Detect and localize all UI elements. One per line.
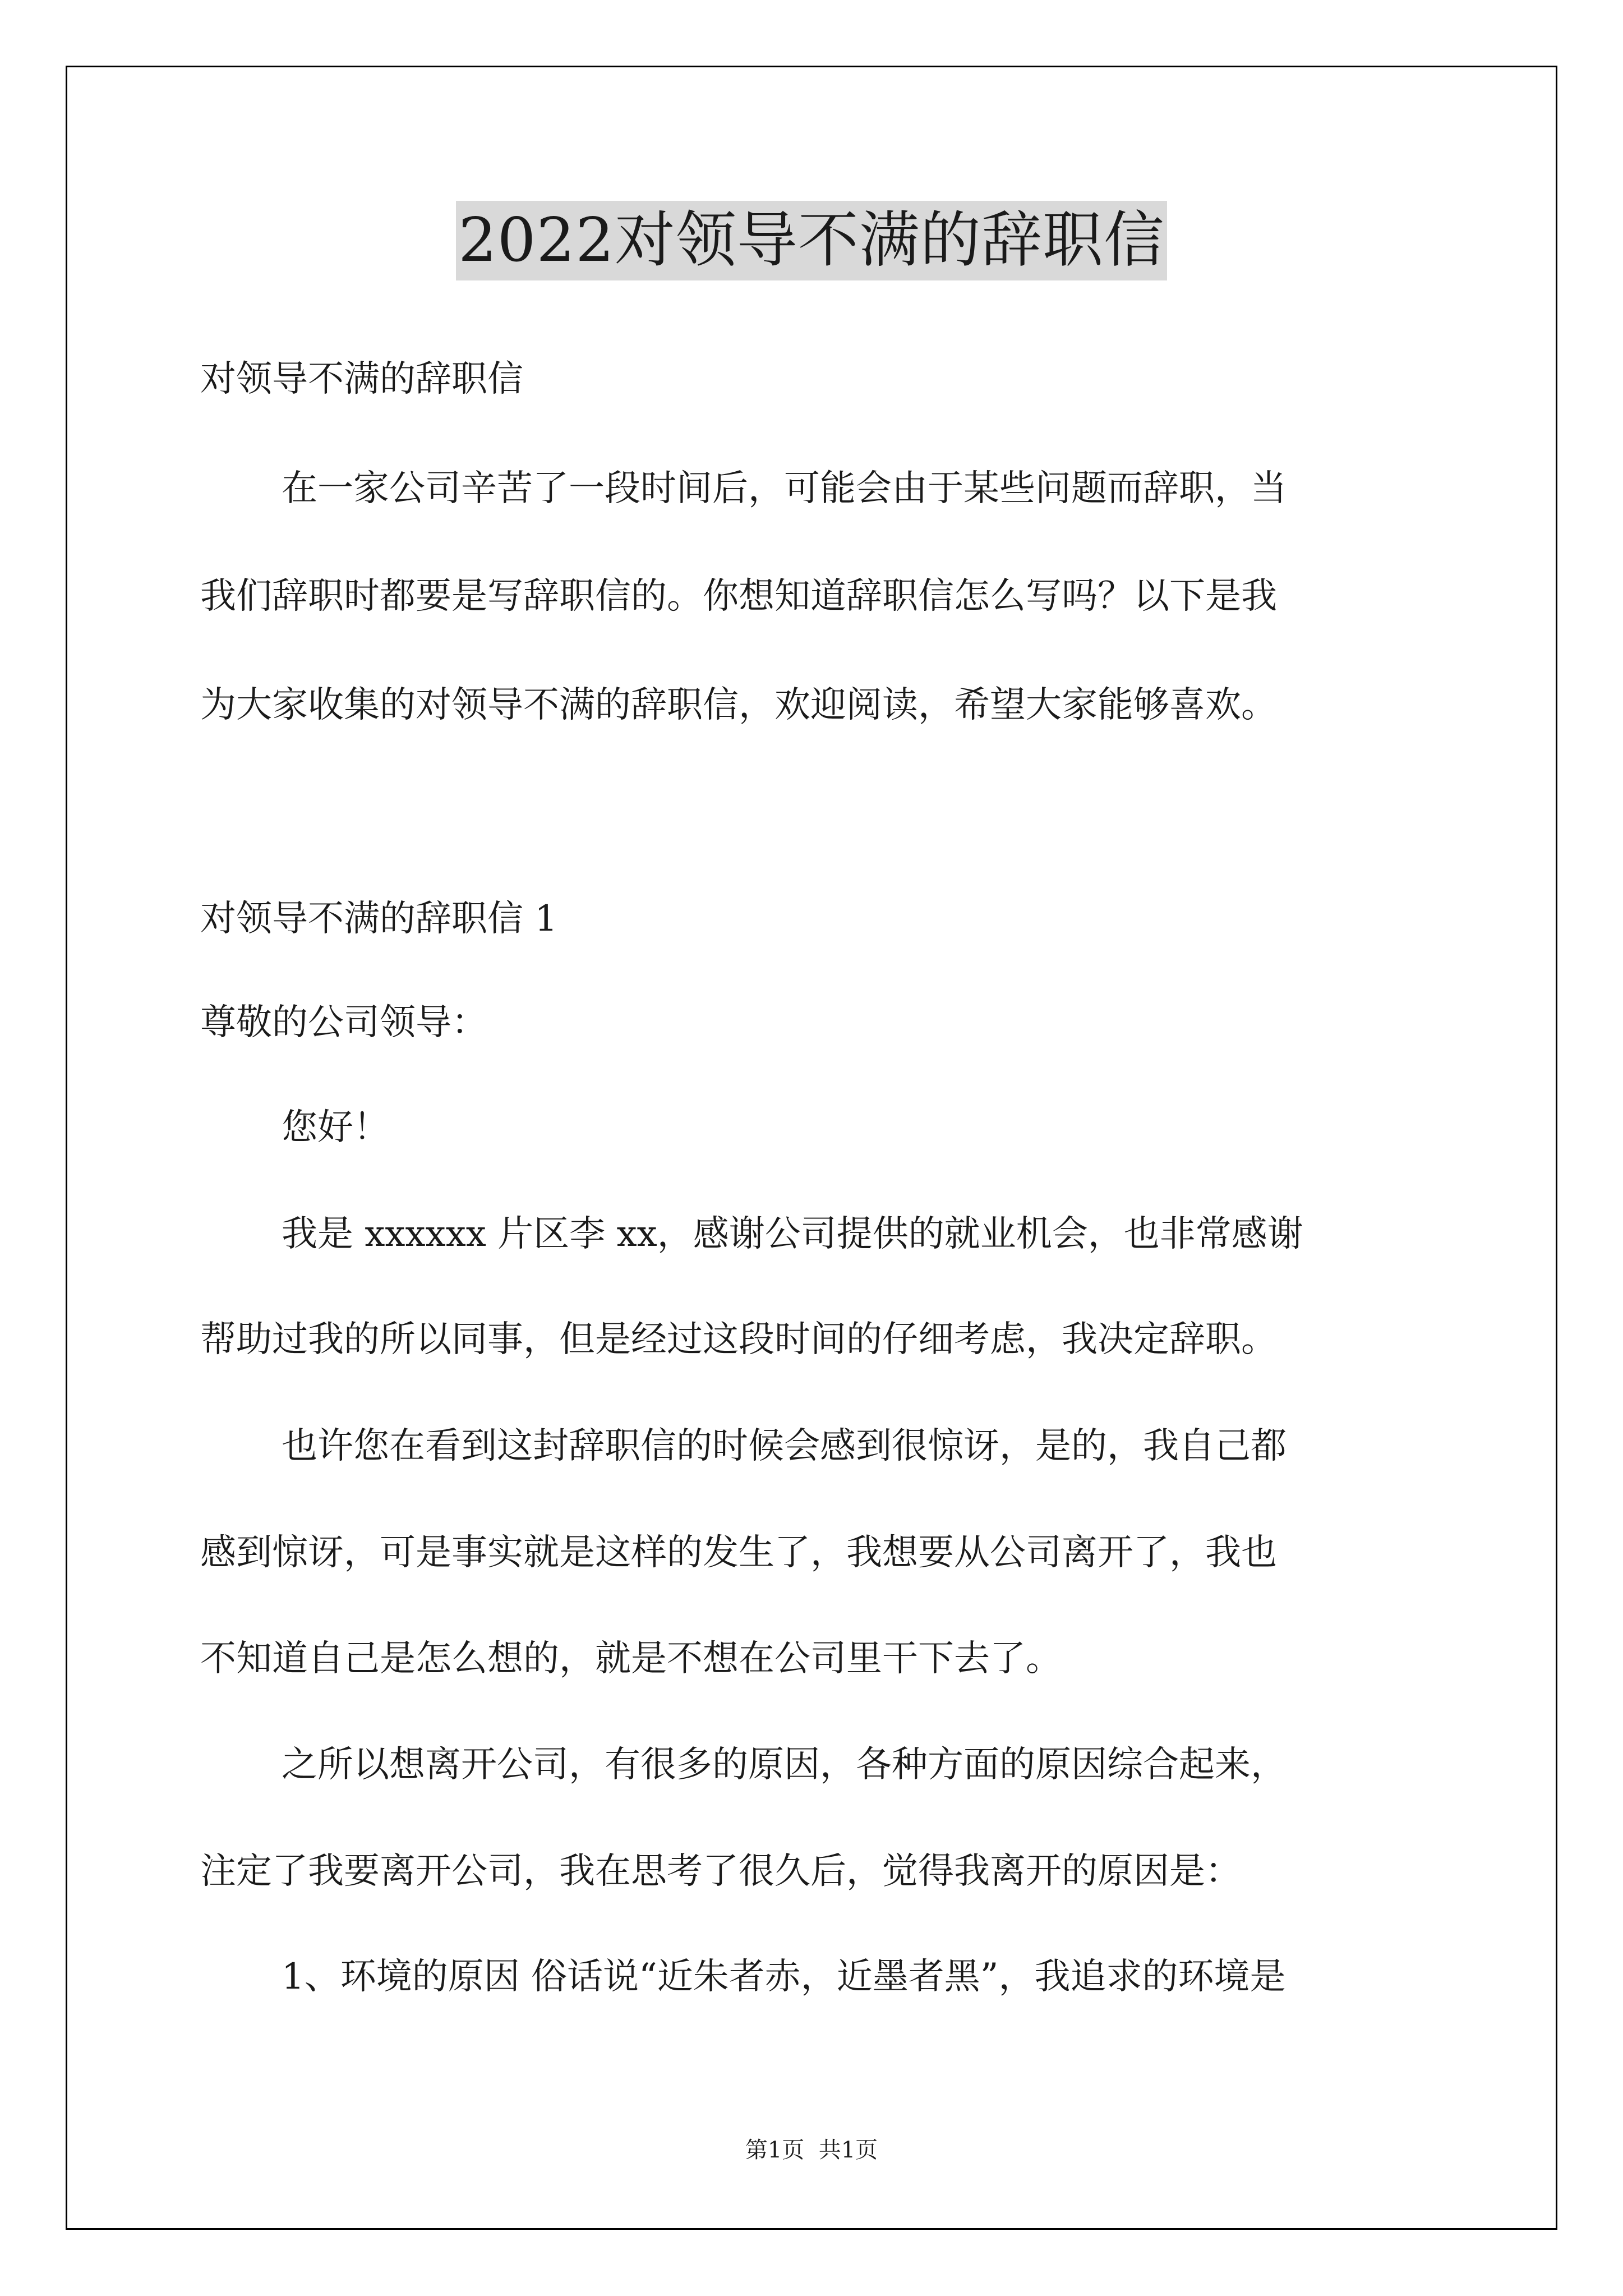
paragraph-line: 我是 xxxxxx 片区李 xx，感谢公司提供的就业机会，也非常感谢 — [282, 1213, 1303, 1255]
paragraph-line: 帮助过我的所以同事，但是经过这段时间的仔细考虑，我决定辞职。 — [200, 1319, 1277, 1360]
section-heading: 对领导不满的辞职信 1 — [200, 898, 558, 940]
paragraph-line: 之所以想离开公司，有很多的原因，各种方面的原因综合起来， — [282, 1744, 1287, 1786]
document-title: 2022对领导不满的辞职信 — [456, 201, 1167, 280]
salutation: 尊敬的公司领导： — [200, 1002, 487, 1043]
greeting: 您好！ — [282, 1107, 389, 1148]
paragraph-line: 为大家收集的对领导不满的辞职信，欢迎阅读，希望大家能够喜欢。 — [200, 684, 1277, 726]
page-footer — [0, 2136, 1623, 2164]
paragraph-line: 注定了我要离开公司，我在思考了很久后，觉得我离开的原因是： — [200, 1851, 1241, 1892]
paragraph-line: 1、环境的原因 俗话说“近朱者赤，近墨者黑”，我追求的环境是 — [282, 1956, 1286, 1998]
title-container — [0, 201, 1623, 280]
paragraph-line: 不知道自己是怎么想的，就是不想在公司里干下去了。 — [200, 1638, 1062, 1680]
paragraph-line: 我们辞职时都要是写辞职信的。你想知道辞职信怎么写吗？以下是我 — [200, 576, 1277, 617]
page-number: 第1页 共1页 — [745, 2137, 878, 2163]
paragraph-line: 也许您在看到这封辞职信的时候会感到很惊讶，是的，我自己都 — [282, 1425, 1287, 1467]
paragraph-line: 在一家公司辛苦了一段时间后，可能会由于某些问题而辞职，当 — [282, 468, 1287, 509]
paragraph-line: 感到惊讶，可是事实就是这样的发生了，我想要从公司离开了，我也 — [200, 1532, 1277, 1573]
subtitle-line: 对领导不满的辞职信 — [200, 358, 523, 400]
